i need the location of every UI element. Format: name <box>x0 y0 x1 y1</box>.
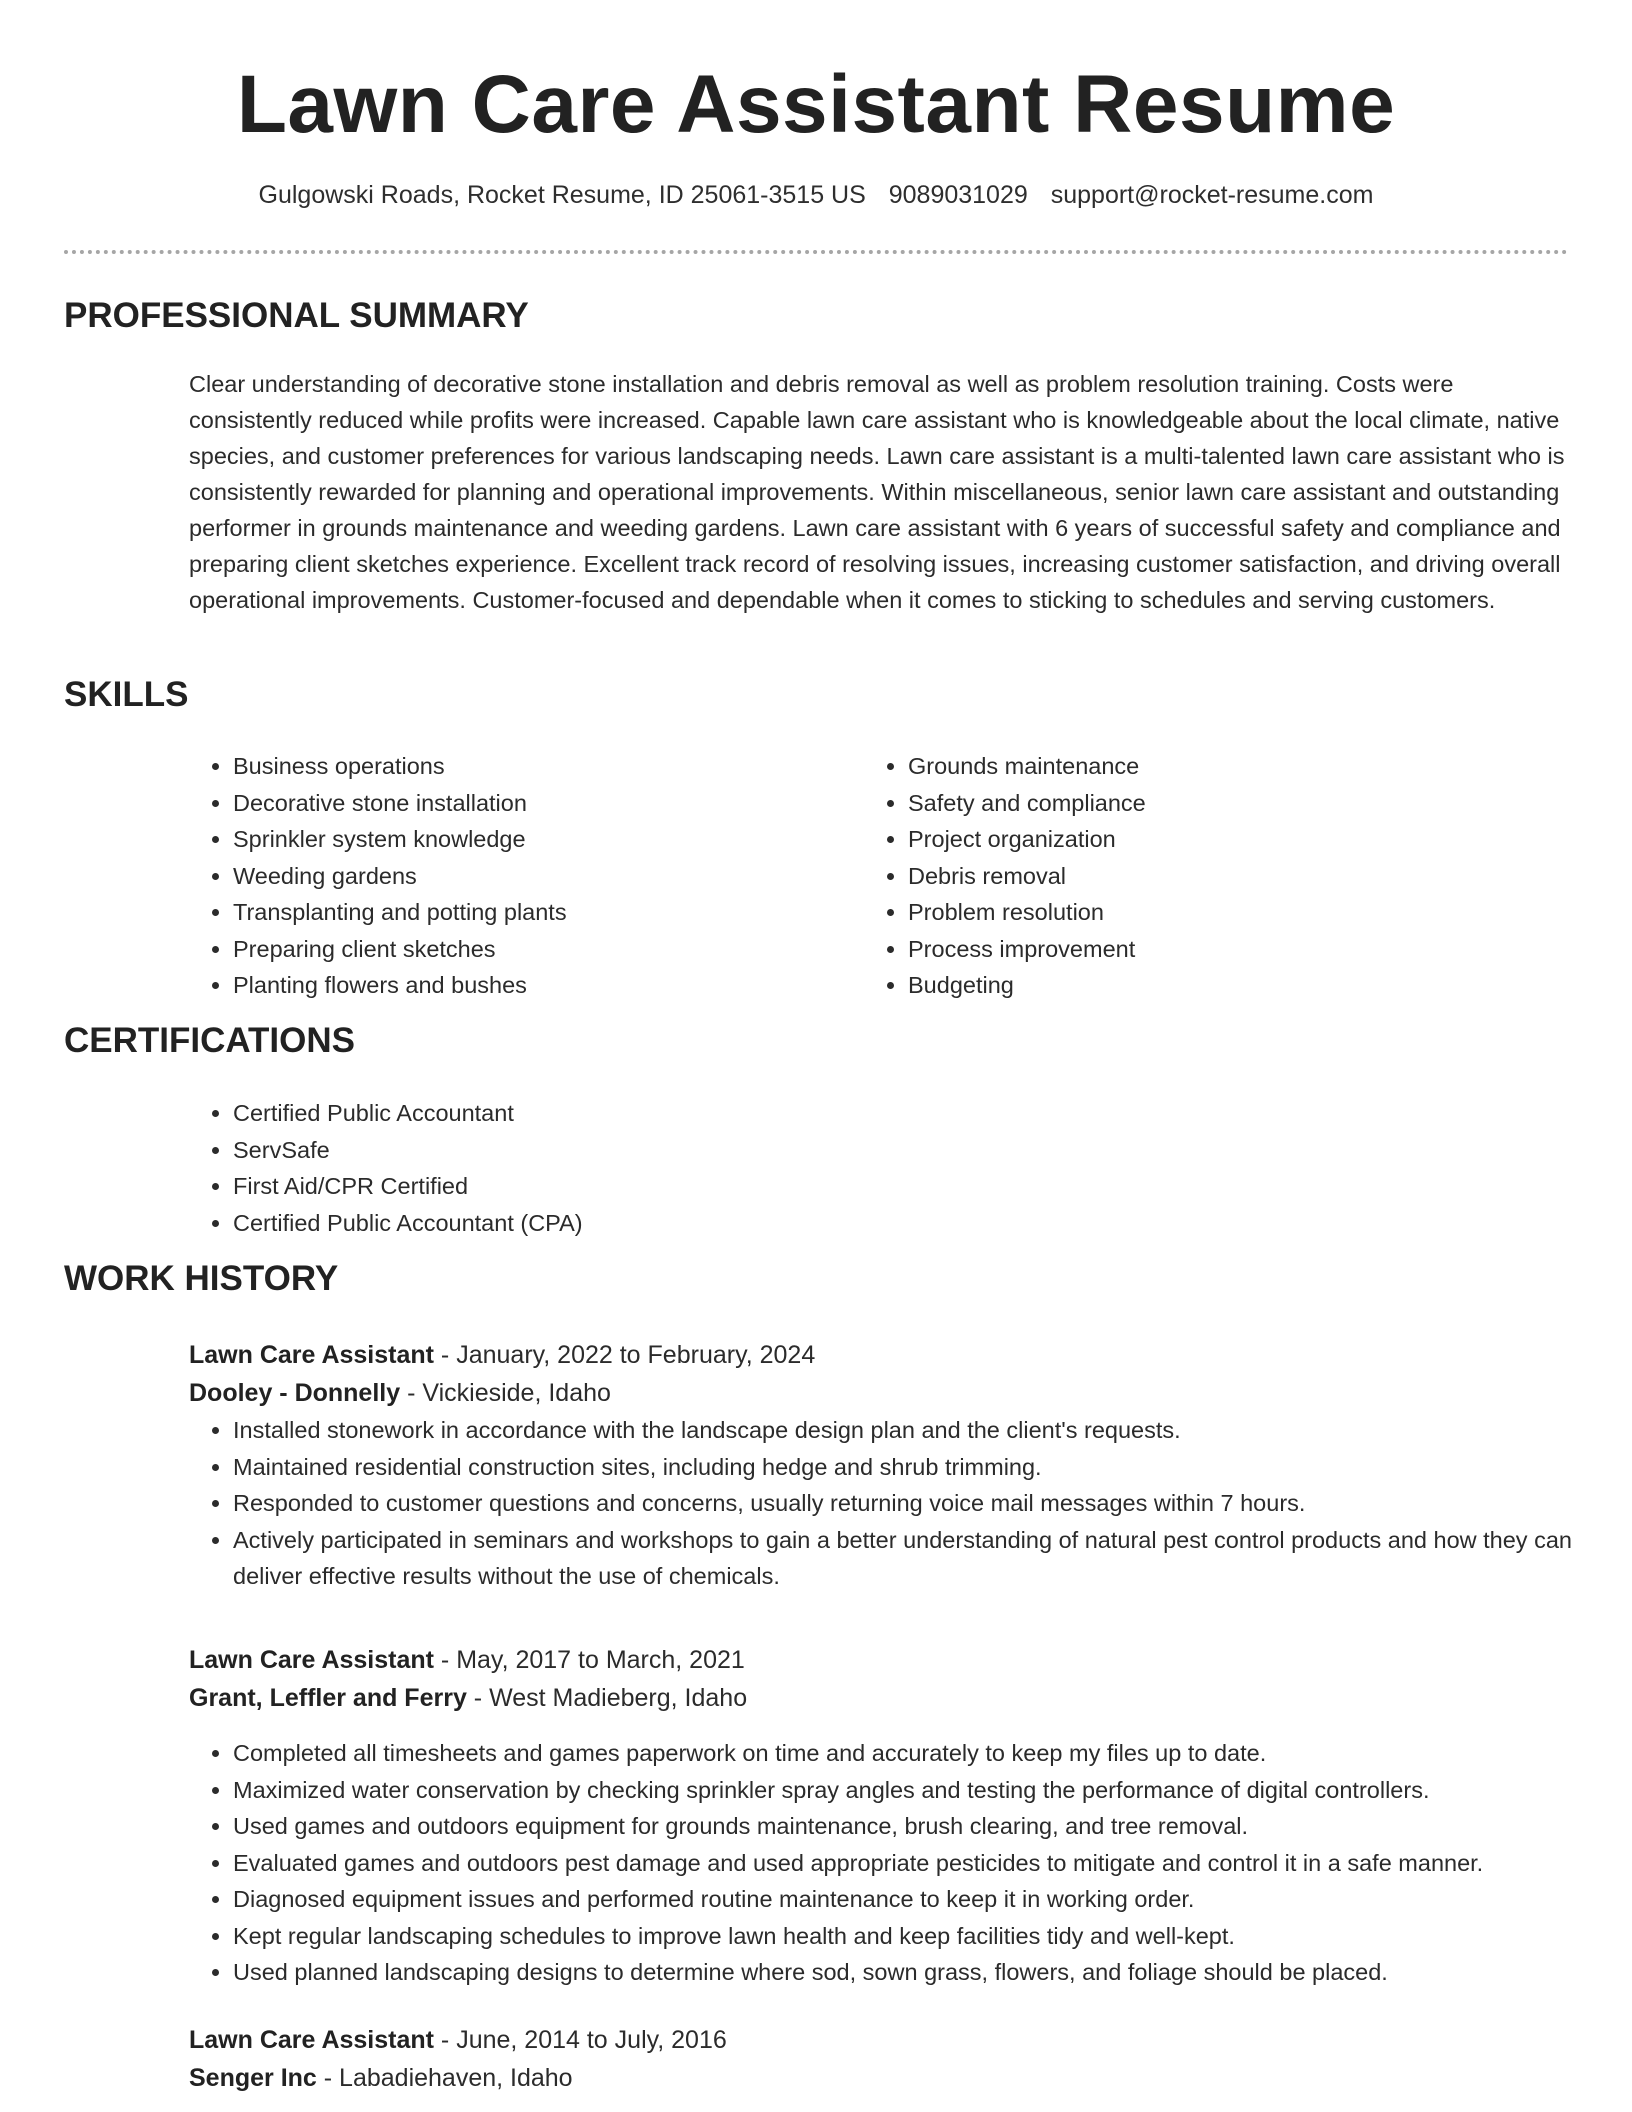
job-location: - Labadiehaven, Idaho <box>316 2064 573 2092</box>
skill-item: • Budgeting <box>908 967 1564 1004</box>
certification-item: • Certified Public Accountant (CPA) <box>233 1205 1579 1242</box>
header-divider <box>64 250 1568 254</box>
job-bullet: • Used games and outdoors equipment for grounds maintenance, brush clearing, and tree removal. <box>233 1808 1579 1845</box>
job-title: Lawn Care Assistant <box>189 2026 434 2054</box>
job-bullet: • Completed all timesheets and games paperwork on time and accurately to keep my files up to date. <box>233 1735 1579 1772</box>
contact-email: support@rocket-resume.com <box>1050 181 1374 209</box>
skill-item: • Preparing client sketches <box>233 931 829 968</box>
job-bullet: • Installed stonework in accordance with the landscape design plan and the client's requests. <box>233 1412 1579 1449</box>
contact-address: Gulgowski Roads, Rocket Resume, ID 25061-3515 US <box>258 181 866 209</box>
certification-item: • ServSafe <box>233 1132 1579 1169</box>
skill-item: • Business operations <box>233 748 829 785</box>
job-bullet: • Evaluated games and outdoors pest damage and used appropriate pesticides to mitigate and control it in a safe manner. <box>233 1845 1579 1882</box>
certification-item: • Certified Public Accountant <box>233 1095 1579 1132</box>
job-location: - Vickieside, Idaho <box>400 1379 611 1407</box>
job-bullet: • Maximized water conservation by checking sprinkler spray angles and testing the performance of digital controllers. <box>233 1772 1579 1809</box>
section-title-summary: PROFESSIONAL SUMMARY <box>64 296 529 335</box>
job-title: Lawn Care Assistant <box>189 1341 434 1369</box>
job-title: Lawn Care Assistant <box>189 1646 434 1674</box>
job-dates: - January, 2022 to February, 2024 <box>433 1341 816 1369</box>
summary-text: Clear understanding of decorative stone installation and debris removal as well as problem resolution training. Costs were consistently reduced while profits were increased. Capable lawn care assistant who is knowledgeable about the local climate, native species, and customer preferences for various landscaping needs. Lawn care assistant is a multi-talented lawn care assistant who is consistently rewarded for planning and operational improvements. Within miscellaneous, senior lawn care assistant and outstanding performer in grounds maintenance and weeding gardens. Lawn care assistant with 6 years of successful safety and compliance and preparing client sketches experience. Excellent track record of resolving issues, increasing customer satisfaction, and driving overall operational improvements. Customer-focused and dependable when it comes to sticking to schedules and serving customers. <box>189 371 1565 613</box>
job-bullets <box>189 1735 1579 1991</box>
skill-item: • Project organization <box>908 821 1564 858</box>
job-entry <box>189 2021 1579 2097</box>
job-location: - West Madieberg, Idaho <box>466 1684 748 1712</box>
skill-item: • Grounds maintenance <box>908 748 1564 785</box>
skill-item: • Transplanting and potting plants <box>233 894 829 931</box>
job-entry <box>189 1641 1579 1717</box>
job-company: Dooley - Donnelly <box>189 1379 401 1407</box>
certifications-list <box>189 1095 1579 1241</box>
skills-left-column <box>189 748 829 1004</box>
skill-item: • Decorative stone installation <box>233 785 829 822</box>
job-bullet: • Used planned landscaping designs to determine where sod, sown grass, flowers, and foliage should be placed. <box>233 1954 1579 1991</box>
section-title-certifications: CERTIFICATIONS <box>64 1021 356 1060</box>
skill-item: • Weeding gardens <box>233 858 829 895</box>
skill-item: • Process improvement <box>908 931 1564 968</box>
job-bullet: • Responded to customer questions and concerns, usually returning voice mail messages within 7 hours. <box>233 1485 1579 1522</box>
job-company: Grant, Leffler and Ferry <box>189 1684 467 1712</box>
job-dates: - June, 2014 to July, 2016 <box>433 2026 727 2054</box>
skill-item: • Safety and compliance <box>908 785 1564 822</box>
skills-right-column <box>864 748 1564 1004</box>
job-bullet: • Kept regular landscaping schedules to improve lawn health and keep facilities tidy and well-kept. <box>233 1918 1579 1955</box>
job-company-line <box>189 1679 1579 1717</box>
job-title-line <box>189 2021 1579 2059</box>
resume-title: Lawn Care Assistant Resume <box>236 59 1396 150</box>
skill-item: • Planting flowers and bushes <box>233 967 829 1004</box>
section-title-work-history: WORK HISTORY <box>64 1259 339 1298</box>
contact-line <box>0 181 1632 210</box>
job-company-line <box>189 1374 1579 1412</box>
job-company: Senger Inc <box>189 2064 317 2092</box>
job-bullet: • Maintained residential construction sites, including hedge and shrub trimming. <box>233 1449 1579 1486</box>
section-title-skills: SKILLS <box>64 675 189 714</box>
skill-item: • Sprinkler system knowledge <box>233 821 829 858</box>
job-bullets <box>189 1412 1579 1595</box>
job-bullet: • Actively participated in seminars and workshops to gain a better understanding of natural pest control products and how they can deliver effective results without the use of chemicals. <box>233 1522 1579 1595</box>
job-title-line <box>189 1336 1579 1374</box>
job-bullet: • Diagnosed equipment issues and performed routine maintenance to keep it in working order. <box>233 1881 1579 1918</box>
certification-item: • First Aid/CPR Certified <box>233 1168 1579 1205</box>
skill-item: • Problem resolution <box>908 894 1564 931</box>
contact-phone: 9089031029 <box>888 181 1028 209</box>
job-title-line <box>189 1641 1579 1679</box>
job-company-line <box>189 2059 1579 2097</box>
skill-item: • Debris removal <box>908 858 1564 895</box>
job-entry <box>189 1336 1579 1412</box>
job-dates: - May, 2017 to March, 2021 <box>433 1646 745 1674</box>
